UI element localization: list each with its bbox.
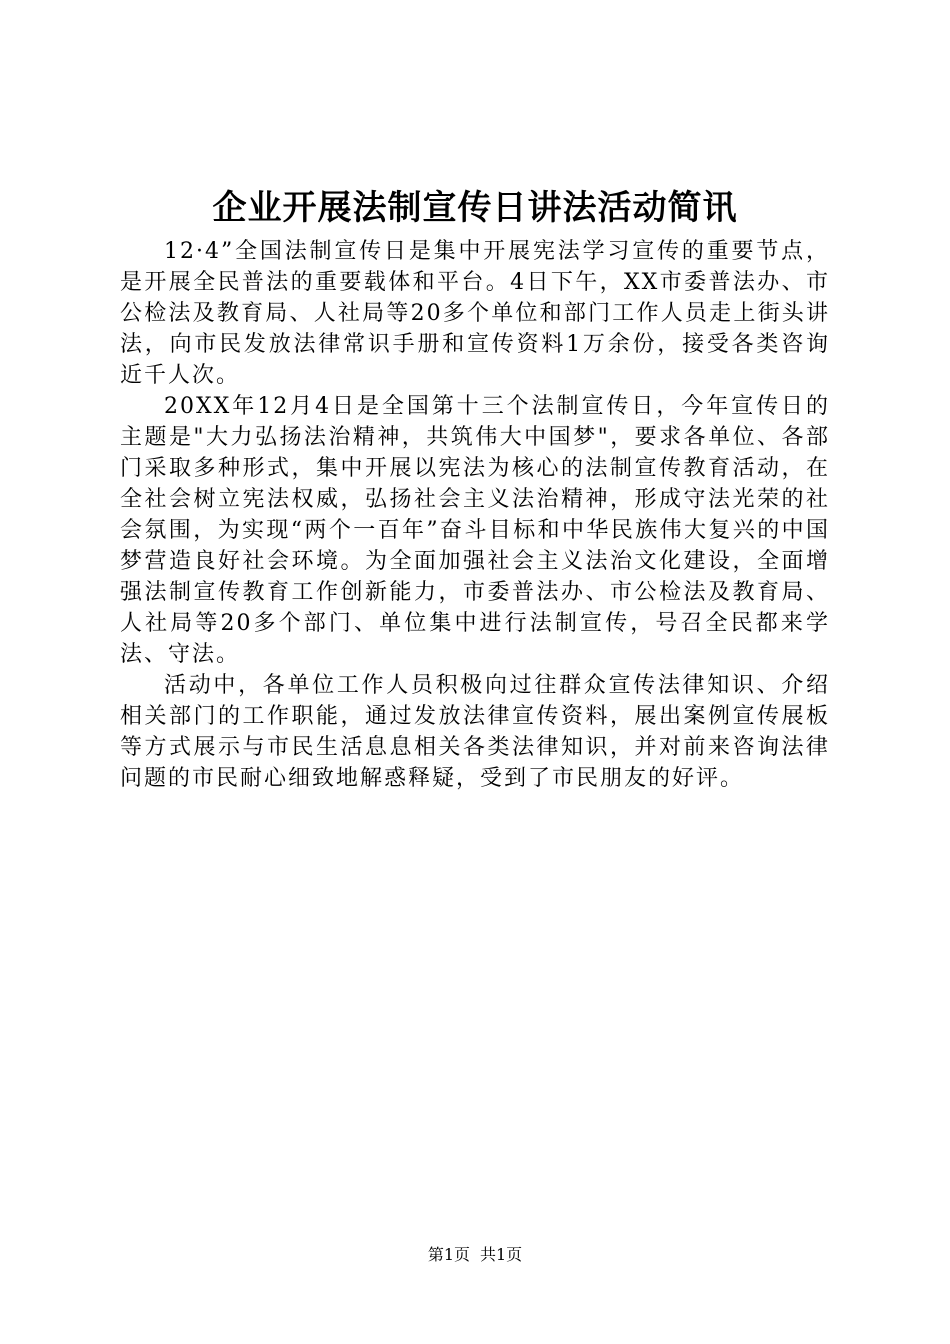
page-footer: [0, 1244, 950, 1266]
paragraph: 20XX年12月4日是全国第十三个法制宣传日，今年宣传日的主题是"大力弘扬法治精神，共筑伟大中国梦"，要求各单位、各部门采取多种形式，集中开展以宪法为核心的法制宣传教育活动，在全社会树立宪法权威，弘扬社会主义法治精神，形成守法光荣的社会氛围，为实现“两个一百年”奋斗目标和中华民族伟大复兴的中国梦营造良好社会环境。为全面加强社会主义法治文化建设，全面增强法制宣传教育工作创新能力，市委普法办、市公检法及教育局、人社局等20多个部门、单位集中进行法制宣传，号召全民都来学法、守法。: [120, 394, 830, 667]
paragraph: 活动中，各单位工作人员积极向过往群众宣传法律知识、介绍相关部门的工作职能，通过发放法律宣传资料，展出案例宣传展板等方式展示与市民生活息息相关各类法律知识，并对前来咨询法律问题的市民耐心细致地解惑释疑，受到了市民朋友的好评。: [120, 673, 830, 791]
document-body: [120, 236, 830, 794]
page-number: 第1页: [427, 1245, 470, 1264]
page-total: 共1页: [480, 1245, 523, 1264]
paragraph: 12·4”全国法制宣传日是集中开展宪法学习宣传的重要节点，是开展全民普法的重要载体和平台。4日下午，XX市委普法办、市公检法及教育局、人社局等20多个单位和部门工作人员走上街头讲法，向市民发放法律常识手册和宣传资料1万余份，接受各类咨询近千人次。: [120, 239, 830, 388]
document-title: 企业开展法制宣传日讲法活动简讯: [212, 188, 738, 228]
